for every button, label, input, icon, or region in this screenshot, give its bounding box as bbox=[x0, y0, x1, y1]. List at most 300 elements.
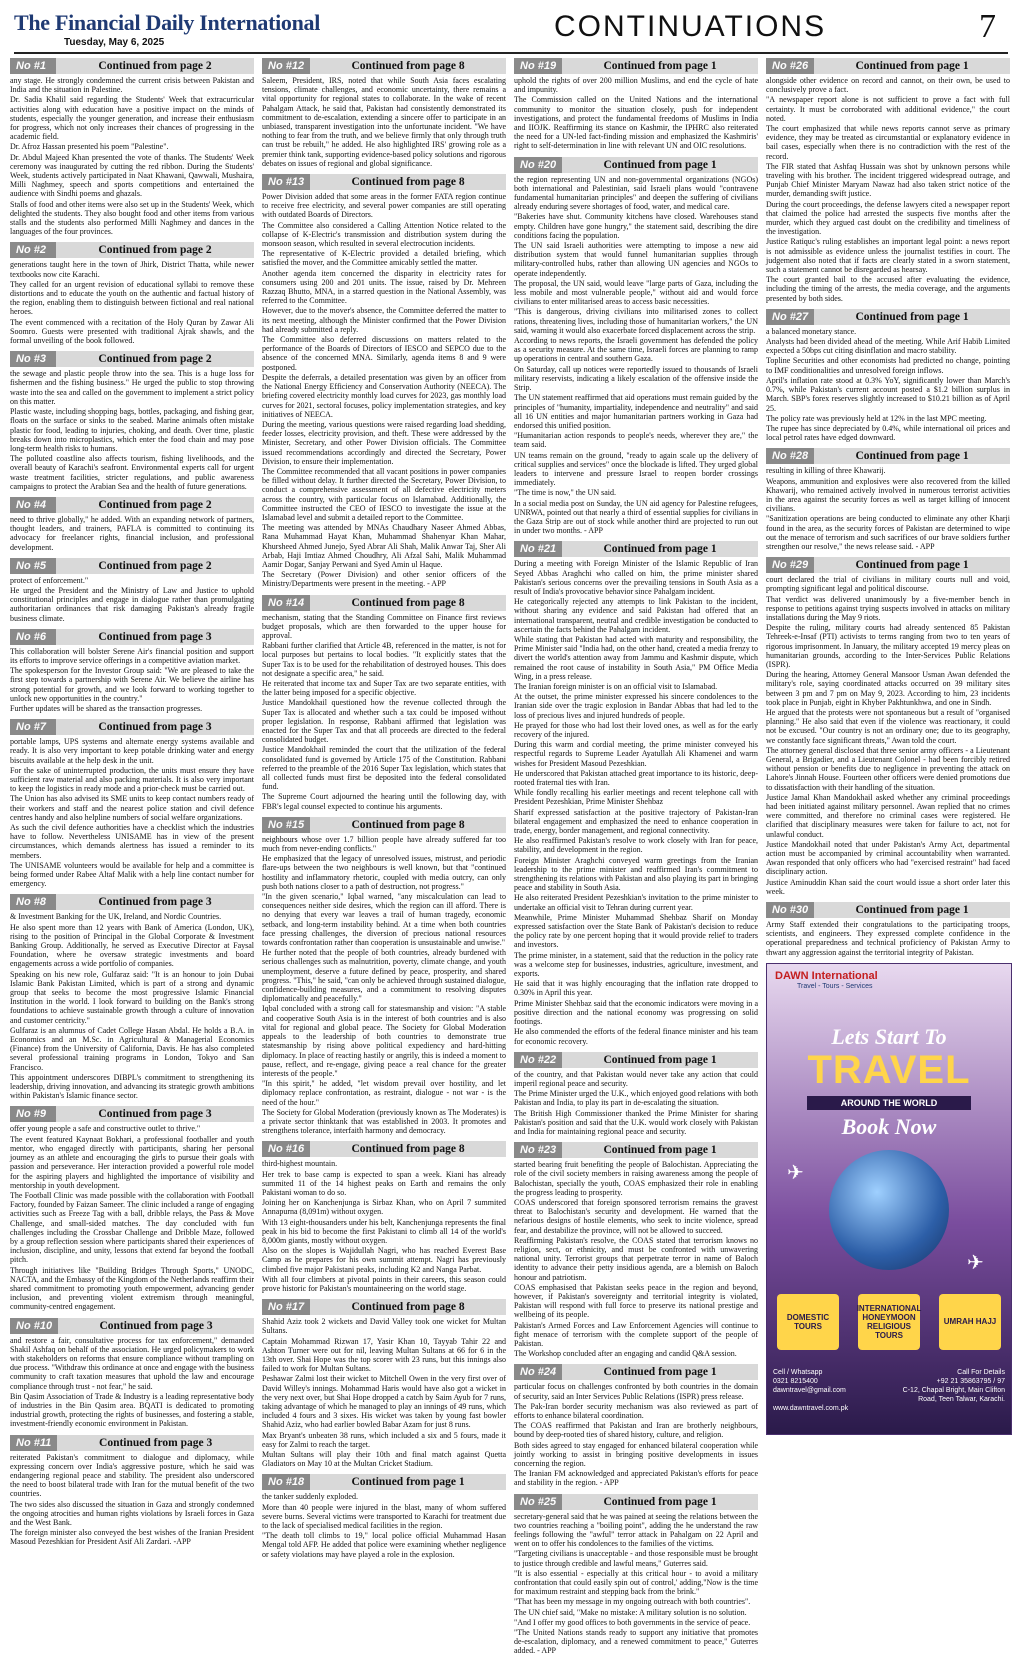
continued-from-label: Continued from page 8 bbox=[310, 1299, 506, 1315]
continuation-number: No #12 bbox=[262, 58, 310, 74]
continuation-number: No #24 bbox=[514, 1364, 562, 1380]
continuation-number: No #3 bbox=[10, 351, 56, 367]
story-paragraph: uphold the rights of over 200 million Muslims, and end the cycle of hate and impunity. bbox=[514, 76, 758, 95]
continuation-number: No #20 bbox=[514, 157, 562, 173]
story-paragraph: need to thrive globally," he added. With an expanding network of partners, thought leaders, and trainers, PAFLA is committed to continuing its advocacy for freelancer rights, financial inclusion, and professional development. bbox=[10, 514, 254, 552]
story-body bbox=[10, 737, 254, 888]
ad-book-now: Book Now bbox=[841, 1113, 937, 1139]
continuation-number: No #26 bbox=[766, 58, 814, 74]
continued-story bbox=[10, 1106, 254, 1311]
continuation-header bbox=[262, 58, 506, 74]
story-paragraph: The attorney general disclosed that three senior army officers - a Lieutenant General, a Brigadier, and a Lieutenant Colonel - had been forcibly retired without pension or benefits due to negligence in preventing the attack on Lahore's Jinnah House. Fourteen other officers were denied promotions due to dissatisfaction with their handling of the situation. bbox=[766, 745, 1010, 792]
issue-date: Tuesday, May 6, 2025 bbox=[64, 37, 165, 48]
continued-story bbox=[262, 58, 506, 168]
story-paragraph: Sharif expressed satisfaction at the positive trajectory of Pakistan-Iran bilateral engagement and emphasized the need to enhance cooperation in trade, energy, border management, and regional connectivity. bbox=[514, 807, 758, 836]
story-paragraph: More than 40 people were injured in the blast, many of whom suffered severe burns. Several victims were transported to Karachi for treatment due to the lack of specialised medical facilities in the region. bbox=[262, 1502, 506, 1531]
story-paragraph: Dr. Afroz Hassan presented his poem "Palestine". bbox=[10, 142, 169, 152]
ad-cell-label: Cell / Whatsapp bbox=[773, 1368, 823, 1376]
story-paragraph: Dr. Abdul Majeed Khan presented the vote of thanks. The Students' Week ceremony was inaugurated by cutting the red ribbon. During the Students' Week, students actively participated in Naat Khawani, Qawwali, Mushaira, Milli Naghmey, speech and sports competitions and entertained the audience with Sindhi poems and ghazals. bbox=[10, 152, 254, 199]
story-paragraph: started bearing fruit benefiting the people of Balochistan. Appreciating the role of the civil society members in raising awareness among the people of Balochistan, specially the youth, COAS emphasized their role in enabling the progress leading to prosperity. bbox=[514, 1160, 758, 1197]
continued-from-label: Continued from page 2 bbox=[56, 558, 254, 574]
story-body bbox=[262, 1492, 506, 1558]
story-paragraph: The Society for Global Moderation (previously known as The Moderates) is a private sector thinktank that was established in 2003. It promotes and strengthens tolerance, interfaith harmony and democracy. bbox=[262, 1107, 506, 1136]
story-paragraph: As such the civil defence authorities have a checklist which the industries have to follow. Nevertheless UNISAME has in view of the present circumstances, which demands alertness has issued a reminder to its members. bbox=[10, 823, 254, 860]
story-body bbox=[262, 76, 506, 168]
story-paragraph: reiterated Pakistan's commitment to dialogue and diplomacy, while expressing concern over India's aggressive posture, which he said was endangering regional peace and stability. The president also underscored the need to boost bilateral trade with Iran for the mutual benefit of the two countries. bbox=[10, 1452, 254, 1499]
story-paragraph: The Commission called on the United Nations and the international community to monitor the situation closely, push for independent investigations, and protect the fundamental freedoms of Muslims in India and IIOJK. Reaffirming its stance on Kashmir, the IPHRC also reiterated the need for a UN-led fact-finding mission and emphasized the Kashmiris' right to self-determination in line with relevant UN and OIC resolutions. bbox=[514, 95, 758, 151]
story-body bbox=[514, 1070, 758, 1136]
story-paragraph: Army Staff extended their congratulations to the participating troops, scientists, and engineers. They expressed complete confidence in the operational preparedness and technical proficiency of Pakistan Army to thwart any aggression against the territorial integrity of Pakistan. bbox=[766, 920, 1010, 957]
story-paragraph: mechanism, stating that the Standing Committee on Finance first reviews budget proposals, which are then forwarded to the upper house for approval. bbox=[262, 612, 506, 640]
story-body bbox=[10, 912, 254, 1100]
story-paragraph: UN teams remain on the ground, "ready to again scale up the delivery of critical supplies and services" once the blockade is lifted. They urged global leaders to intervene and pressure Israel to reopen border crossings immediately. bbox=[514, 450, 758, 488]
story-paragraph: The Committee recommended that all vacant positions in power companies be filled without delay. It further directed the Secretary, Power Division, to conduct a comprehensive assessment of all defective electricity meters across the country, with particular focus on Islamabad. Additionally, the Committee instructed the CEO of IESCO to investigate the issue at the Islamabad level and submit a detailed report to the Committee. bbox=[262, 466, 506, 522]
story-paragraph: The foreign minister also conveyed the best wishes of the Iranian President Masoud Pezeshkian for President Asif Ali Zardari. -APP bbox=[10, 1528, 254, 1547]
story-body bbox=[514, 559, 758, 1045]
story-paragraph: With all four climbers at pivotal points in their careers, this season could prove historic for Pakistan's mountaineering on the world stage. bbox=[262, 1274, 506, 1293]
continued-story bbox=[262, 1299, 506, 1468]
story-paragraph: Joining her on Kanchenjunga is Sirbaz Khan, who on April 7 summited Annapurna (8,091m) without oxygen. bbox=[262, 1198, 506, 1217]
story-paragraph: Foreign Minister Araghchi conveyed warm greetings from the Iranian leadership to the prime minister and reaffirmed Iran's commitment to strengthening its relations with Pakistan and also playing its part in bringing peace and stability in South Asia. bbox=[514, 855, 758, 893]
continued-story bbox=[262, 595, 506, 811]
continuation-header bbox=[10, 1106, 254, 1122]
continued-story bbox=[514, 1364, 758, 1487]
continued-from-label: Continued from page 1 bbox=[562, 541, 758, 557]
story-paragraph: The policy rate was previously held at 12% in the last MPC meeting. bbox=[766, 413, 987, 423]
story-body bbox=[10, 1124, 254, 1311]
continuation-number: No #18 bbox=[262, 1474, 310, 1490]
story-paragraph: Plastic waste, including shopping bags, bottles, packaging, and fishing gear, floats on the surface or sinks to the seabed. Marine animals often mistake plastic for food, leading to injuries, choking, and death. Over time, plastic breaks down into microplastics, which enter the food chain and may pose long-term health risks to humans. bbox=[10, 407, 254, 453]
story-paragraph: The Committee also deferred discussions on matters related to the performance of the Boards of Directors of IESCO and SEPCO due to the absence of the concerned MNA. Similarly, agenda items 8 and 9 were postponed. bbox=[262, 335, 506, 372]
continued-story bbox=[262, 174, 506, 589]
story-paragraph: Iqbal concluded with a strong call for statesmanship and vision: "A stable and cooperative South Asia is in the interest of both countries and is also vital for regional and global peace. The Society for Global Moderation appeals to the leadership of both countries to demonstrate true statesmanship by rising above political expediency and hard-hitting diplomacy. In place of reacting hastily or angrily, this is indeed a moment to pause, reflect, and re-engage, giving peace a real chance for the greater interests of the people." bbox=[262, 1004, 506, 1078]
continuation-header bbox=[766, 58, 1010, 74]
continuation-header bbox=[514, 541, 758, 557]
ad-headline: Lets Start To bbox=[831, 1023, 947, 1049]
continuation-number: No #14 bbox=[262, 595, 310, 611]
story-paragraph: "It is also essential - especially at this critical hour - to avoid a military confrontation that could easily spin out of control,' adding,"Now is the time for maximum restraint and stepping back from the brink." bbox=[514, 1568, 758, 1597]
story-paragraph: The polluted coastline also affects tourism, fishing livelihoods, and the overall beauty of Karachi's seafront. Environmental experts call for urgent waste treatment facilities, stricter regulations, and public awareness campaigns to protect the Arabian Sea and the health of future generations. bbox=[10, 454, 254, 491]
story-paragraph: He also reiterated President Pezeshkian's invitation to the prime minister to undertake an official visit to Tehran during current year. bbox=[514, 893, 758, 912]
story-paragraph: The Iranian FM acknowledged and appreciated Pakistan's efforts for peace and stability in the region. - APP bbox=[514, 1469, 758, 1488]
story-body bbox=[262, 1159, 506, 1293]
continuation-number: No #21 bbox=[514, 541, 562, 557]
story-paragraph: Rabbani further clarified that Article 4B, referenced in the matter, is not for local purposes but pertains to local bodies. "It explicitly states that the Super Tax is to be used for the rehabilitation of destroyed houses. This does not designate a specific area," he said. bbox=[262, 641, 506, 678]
continued-story bbox=[514, 58, 758, 151]
continued-from-label: Continued from page 3 bbox=[57, 1435, 254, 1451]
story-paragraph: "The United Nations stands ready to support any initiative that promotes de-escalation, diplomacy, and a renewed commitment to peace," Guterres added. - APP bbox=[514, 1628, 758, 1656]
continuation-number: No #25 bbox=[514, 1494, 562, 1510]
story-paragraph: However, due to the mover's absence, the Committee deferred the matter to its next meeting, although the Minister confirmed that the Power Division had already submitted a reply. bbox=[262, 306, 506, 334]
continuation-number: No #1 bbox=[10, 58, 56, 74]
column-3 bbox=[514, 58, 758, 1656]
story-paragraph: The British High Commissioner thanked the Prime Minister for sharing Pakistan's position and said that the U.K. would work closely with Pakistan and India for maintaining regional peace and security. bbox=[514, 1108, 758, 1136]
continuation-number: No #30 bbox=[766, 902, 814, 918]
story-paragraph: offer young people a safe and constructive outlet to thrive." bbox=[10, 1124, 201, 1134]
story-paragraph: He emphasized that the legacy of unresolved issues, mistrust, and periodic flare-ups between the two neighbours is well known, but that "continued hostility and inflammatory rhetoric, coupled with media outcry, can only push both nations closer to a path of destruction, not progress." bbox=[262, 854, 506, 891]
story-paragraph: "Targeting civilians is unacceptable - and those responsible must be brought to justice through credible and lawful means," Guterres said. bbox=[514, 1549, 758, 1568]
story-paragraph: For the sake of uninterrupted production, the units must ensure they have sufficient raw material and also packing materials. It is also very important to keep the logistics in ready mode and a prior-check must be carried out. bbox=[10, 765, 254, 794]
story-body bbox=[766, 920, 1010, 957]
continued-from-label: Continued from page 1 bbox=[814, 902, 1010, 918]
story-paragraph: He argued that the protests were not spontaneous but a result of "organised planning." He also said that even if the violence was reactionary, it could not be excused. "Our country is not an ordinary one; due to its geography, we constantly face significant threats," Awan told the court. bbox=[766, 707, 1010, 745]
story-paragraph: COAS underscored that foreign sponsored terrorism remains the gravest threat to Balochistan's security and development. He warned that the nefarious designs of hostile elements, who seek to incite violence, spread fear, and destabilize the province, will not be allowed to succeed. bbox=[514, 1197, 758, 1235]
story-paragraph: Stalls of food and other items were also set up in the Students' Week, which delighted the students. They also bought food and other items from various stalls and the students also performed Milli Naghmey and dances in the languages of the four provinces. bbox=[10, 199, 254, 237]
continued-from-label: Continued from page 3 bbox=[56, 719, 254, 735]
story-body bbox=[10, 647, 254, 713]
airplane-icon: ✈ bbox=[967, 1251, 984, 1274]
story-paragraph: The UN statement reaffirmed that aid operations must remain guided by the principles of "humanity, impartiality, independence and neutrality" and said all 16 UN entities and major humanitarian partners working in Gaza had endorsed this unified position. bbox=[514, 393, 758, 430]
story-paragraph: Justice Mandokhail noted that under Pakistan's Army Act, departmental action must be accompanied by criminal accountability when warranted. Awan responded that only officers who had "exercised restraint" had faced disciplinary action. bbox=[766, 839, 1010, 877]
story-paragraph: During this warm and cordial meeting, the prime minister conveyed his respectful regards to Supreme Leader Ayatullah Ali Khamenei and warm wishes for President Masoud Pezeshkian. bbox=[514, 740, 758, 768]
story-paragraph: any stage. He strongly condemned the current crisis between Pakistan and India and the situation in Palestine. bbox=[10, 76, 254, 95]
ad-around-world: AROUND THE WORLD bbox=[807, 1096, 971, 1110]
continued-story bbox=[10, 894, 254, 1100]
story-paragraph: He also commended the efforts of the federal finance minister and his team for economic recovery. bbox=[514, 1027, 758, 1046]
story-body bbox=[10, 1453, 254, 1547]
story-paragraph: He urged the President and the Ministry of Law and Justice to uphold constitutional principles and engage in dialogue rather than promulgating authoritarian ordinances that risk damaging Pakistan's already fragile business climate. bbox=[10, 585, 254, 623]
story-paragraph: The Prime Minister urged the U.K., which enjoyed good relations with both Pakistan and India, to play its part in de-escalating the situation. bbox=[514, 1089, 758, 1108]
story-columns bbox=[10, 58, 1012, 1656]
story-paragraph: April's inflation rate stood at 0.3% YoY, significantly lower than March's 0.7%, while Pakistan's current account posted a $1.2 billion surplus in March. SBP's forex reserves slightly increased to $10.21 billion as of April 25. bbox=[766, 375, 1010, 413]
story-paragraph: Captain Mohammad Rizwan 17, Yasir Khan 10, Tayyab Tahir 22 and Ashton Turner were out for nil, leaving Multan Sultans at 66 for 6 in the 13th over. Shai Hope was the top scorer with 23 runs, but this innings also failed to work for Multan Sultans. bbox=[262, 1336, 506, 1374]
continuation-header bbox=[262, 817, 506, 833]
story-paragraph: Reaffirming Pakistan's resolve, the COAS stated that terrorism knows no religion, sect, or ethnicity, and must be confronted with unwavering national unity. Terrorist groups that perpetrate terror in name of Baloch identity to advance their petty insidious agenda, are a blemish on Baloch honour and patriotism. bbox=[514, 1235, 758, 1282]
column-4 bbox=[766, 58, 1010, 1646]
story-paragraph: portable lamps, UPS systems and alternate energy systems available and ready. It is also very important to keep potable drinking water and energy biscuits available at the help desk in the unit. bbox=[10, 737, 254, 765]
story-paragraph: The UNISAME volunteers would be available for help and a committee is being formed under Rabee Altaf Malik with a help line contact number for emergency. bbox=[10, 860, 254, 889]
story-paragraph: Also on the slopes is Wajidullah Nagri, who has reached Everest Base Camp as he prepares for his own summit attempt. Nagri has previously climbed five major Pakistani peaks, including K2 and Nanga Parbat. bbox=[262, 1246, 506, 1274]
continuation-header bbox=[766, 902, 1010, 918]
story-paragraph: Justice Ratiquc's ruling establishes an important legal point: a news report is not admissible as evidence unless the journalist testifies in court. The judgement also noted that if facts are clearly stated in a sworn statement, such a statement cannot be disregarded as hearsay. bbox=[766, 237, 1010, 275]
story-paragraph: During a meeting with Foreign Minister of the Islamic Republic of Iran Seyed Abbas Araghchi who called on him, the prime minister shared Pakistan's serious concerns over the prevailing tensions in South Asia as a result of India's provocative behavior since Pahalgam incident. bbox=[514, 559, 758, 596]
story-paragraph: During the hearing, Attorney General Mansoor Usman Awan defended the military's role, saying coordinated attacks occurred on 39 military sites between 3 pm and 7 pm on May 9, 2023. According to him, 23 incidents took place in Punjab, eight in Khyber Pakhtunkhwa, and one in Sindh. bbox=[766, 670, 1010, 707]
story-paragraph: The representative of K-Electric provided a detailed briefing, which satisfied the mover, and the Committee amicably settled the matter. bbox=[262, 249, 506, 268]
story-paragraph: secretary-general said that he was pained at seeing the relations between the two countries reaching a "boiling point", adding the he understand the raw feelings following the "awful" terror attack in Pahalgam on 22 April and went on to offer his condolences to the families of the victims. bbox=[514, 1511, 758, 1549]
story-paragraph: With 13 eight-thousanders under his belt, Kanchenjunga represents the final peak in his bid to become the first Pakistani to climb all 14 of the world's 8,000m giants, mostly without oxygen. bbox=[262, 1217, 506, 1245]
story-paragraph: COAS emphasised that Pakistan seeks peace in the region and beyond, however, if Pakistan's sovereignty and territorial integrity is violated, Pakistan will respond with full force to preserve its national prestige and wellbeing of its people. bbox=[514, 1282, 758, 1320]
story-paragraph: Weapons, ammunition and explosives were also recovered from the killed Khawarij, who remained actively involved in numerous terrorist activities in the area against the security forces as well as target killing of innocent civilians. bbox=[766, 476, 1010, 514]
continued-story bbox=[10, 351, 254, 491]
continued-from-label: Continued from page 1 bbox=[562, 1364, 758, 1380]
story-body bbox=[10, 76, 254, 236]
story-paragraph: That verdict was delivered unanimously by a five-member bench in response to petitions against trying suspects involved in attacks on military installations during the May 9 riots. bbox=[766, 594, 1010, 622]
story-paragraph: "And I offer my good offices to both governments in the service of peace. bbox=[514, 1617, 751, 1627]
continued-from-label: Continued from page 3 bbox=[56, 629, 254, 645]
continued-story bbox=[514, 157, 758, 536]
story-paragraph: The spokesperson for the Investor Group said: "We are pleased to take the first step towards a partnership with Serene Air. We believe the airline has strong potential for growth, and we look forward to working together to unlock new opportunities in the country." bbox=[10, 666, 254, 703]
story-body bbox=[262, 192, 506, 589]
continuation-number: No #2 bbox=[10, 242, 56, 258]
ad-address: C-12, Chapal Bright, Main Clifton Road, Teen Talwar, Karachi. bbox=[902, 1386, 1005, 1403]
story-paragraph: The meeting was attended by MNAs Chaudhary Naseer Ahmed Abbas, Rana Muhammad Hayat Khan, Muhammad Shahenyar Khan Mahar, Khursheed Ahmed Junejo, Syed Abrar Ali Shah, Malik Anwar Taj, Sher Ali Arbab, Haji Imtiaz Ahmed Choudhry, Ali Afzal Sahi, Malik Muhammad Aamir Dogar, Sanjay Perwani and Syed Amin ul Haque. bbox=[262, 523, 506, 569]
story-paragraph: He reiterated that income tax and Super Tax are two separate entities, with the latter being imposed for a specific objective. bbox=[262, 678, 506, 698]
paper-name: The Financial Daily International bbox=[14, 10, 321, 35]
story-paragraph: The rupee has since depreciated by 0.4%, while international oil prices and local petrol rates have edged downward. bbox=[766, 423, 1010, 443]
story-paragraph: "The death toll climbs to 19," local police official Muhammad Hasan Mengal told AFP. He added that police were examining whether negligence or safety violations may have played a role in the explosion. bbox=[262, 1531, 506, 1559]
story-paragraph: "In this spirit," he added, "let wisdom prevail over hostility, and let diplomacy replace confrontation, as restraint, dialogue - not war - is the need of the hour." bbox=[262, 1079, 506, 1107]
story-paragraph: Her trek to base camp is expected to span a week. Kiani has already summited 11 of the 14 highest peaks on Earth and remains the only Pakistani woman to do so. bbox=[262, 1169, 506, 1197]
continuation-header bbox=[10, 351, 254, 367]
story-paragraph: While fondly recalling his earlier meetings and recent telephone call with President Pezeshkian, Prime Minister Shehbaz bbox=[514, 788, 758, 807]
continuation-header bbox=[262, 1141, 506, 1157]
ad-contact bbox=[773, 1368, 1005, 1413]
continuation-number: No #15 bbox=[262, 817, 310, 833]
story-paragraph: The Union has also advised its SME units to keep contact numbers ready of their workers and staff and the nearest police station and civil defence centres handy and also helpline numbers of social welfare organizations. bbox=[10, 794, 254, 822]
continued-story bbox=[10, 1435, 254, 1547]
story-paragraph: Despite the ruling, military courts had already sentenced 85 Pakistan Tehreek-e-Insaf (PTI) activists to terms ranging from two to ten years of rigorous imprisonment. In January, the military accepted 19 mercy pleas on humanitarian grounds, according to the Inter-Services Public Relations (ISPR). bbox=[766, 623, 1010, 669]
continuation-header bbox=[10, 58, 254, 74]
continued-from-label: Continued from page 1 bbox=[814, 58, 1010, 74]
continuation-number: No #16 bbox=[262, 1141, 310, 1157]
story-paragraph: According to news reports, the Israeli government has defended the policy as a security measure. At the same time, Israeli forces are planning to ramp up operations in central and southern Gaza. bbox=[514, 336, 758, 364]
continuation-number: No #7 bbox=[10, 719, 56, 735]
story-paragraph: Justice Mandokhail reminded the court that the utilization of the federal consolidated fund is governed by Article 175 of the Constitution. Rabbani referred to the preamble of the 2016 Super Tax legislation, which states that all collected funds must first be deposited into the federal consolidated fund. bbox=[262, 745, 506, 792]
story-paragraph: particular focus on challenges confronted by both countries in the domain of security, said an Inter Services Public Relations (ISPR) press release. bbox=[514, 1382, 758, 1401]
ad-office-label: Call For Details bbox=[957, 1368, 1005, 1376]
story-body bbox=[10, 1336, 254, 1429]
continuation-header bbox=[514, 157, 758, 173]
ad-travel-word: TRAVEL bbox=[807, 1047, 971, 1092]
story-paragraph: "Bakeries have shut. Community kitchens have closed. Warehouses stand empty. Children have gone hungry," the statement said, describing the dire conditions facing the population. bbox=[514, 212, 758, 240]
continued-from-label: Continued from page 3 bbox=[56, 894, 254, 910]
continuation-number: No #10 bbox=[10, 1318, 58, 1334]
continuation-number: No #8 bbox=[10, 894, 56, 910]
continued-from-label: Continued from page 1 bbox=[814, 448, 1010, 464]
story-paragraph: "That has been my message in my ongoing outreach with both countries". bbox=[514, 1597, 751, 1607]
story-paragraph: This appointment underscores DIBPL's commitment to strengthening its leadership, driving innovation, and advancing its strategic growth ambitions within Pakistan's Islamic finance sector. bbox=[10, 1072, 254, 1101]
story-paragraph: In a social media post on Sunday, the UN aid agency for Palestine refugees, UNRWA, pointed out that nearly a third of essential supplies for civilians in the Gaza Strip are out of stock while another third are projected to run out in under two months. - APP bbox=[514, 498, 758, 536]
ad-domestic-tours: DOMESTIC TOURS bbox=[777, 1294, 839, 1350]
story-body bbox=[262, 835, 506, 1136]
story-paragraph: and restore a fair, consultative process for tax enforcement," demanded Shakil Ashfaq on behalf of the association. He urged policymakers to work with stakeholders on reforms that ensure compliance without trampling on due process. "Withdraw this ordinance at once and engage with the business community to craft taxation measures that uphold the law and encourage compliance through trust - not fear," he said. bbox=[10, 1335, 254, 1391]
ad-umrah-hajj: UMRAH HAJJ bbox=[939, 1294, 1001, 1350]
story-paragraph: Saleem, President, IRS, noted that while South Asia faces escalating tensions, climate challenges, and economic uncertainty, there remains a vital opportunity for regional states to collaborate. In the wake of recent Pahalgam Attack, he said that, Pakistan had consistently demonstrated its commitment to de-escalation, extending a sincere offer to participate in an unbiased, transparent investigation into the unfortunate incident. "We have nothing to fear from the truth, and we believe firmly that only through truth can trust be rebuilt," he added. He also highlighted IRS' growing role as a premier think tank, supporting evidence-based policy solutions and rigorous debates on issues of regional and global significance. bbox=[262, 76, 506, 168]
continued-story bbox=[10, 629, 254, 713]
story-paragraph: He further noted that the people of both countries, already burdened with serious challenges such as malnutrition, poverty, climate change, and youth unemployment, deserve a future defined by peace, prosperity, and shared progress. "This," he said, "can only be achieved through sustained dialogue, confidence-building measures, and a commitment to resolving disputes diplomatically and peacefully." bbox=[262, 948, 506, 1004]
story-paragraph: Both sides agreed to stay engaged for enhanced bilateral cooperation while jointly working to assist in bringing positive developments in issues concerning the region. bbox=[514, 1440, 758, 1469]
continued-from-label: Continued from page 2 bbox=[56, 58, 254, 74]
page-number: 7 bbox=[979, 8, 996, 45]
story-paragraph: At the outset, the prime minister expressed his sincere condolences to the Iranian side over the tragic explosion in Bandar Abbas that had led to the loss of precious lives and injured hundreds of people. bbox=[514, 692, 758, 720]
continuation-header bbox=[514, 1494, 758, 1510]
story-paragraph: The court granted bail to the accused after evaluating the evidence, including the timing of the arrests, the media coverage, and the arguments presented by both sides. bbox=[766, 275, 1010, 303]
continuation-header bbox=[10, 894, 254, 910]
story-paragraph: generations taught here in the town of Jhirk, District Thatta, while newer textbooks now cite Karachi. bbox=[10, 260, 254, 279]
continued-from-label: Continued from page 1 bbox=[310, 1474, 506, 1490]
story-body bbox=[514, 175, 758, 536]
story-paragraph: The event commenced with a recitation of the Holy Quran by Zawar Ali Soomro. Guests were presented with traditional Ajrak shawls, and the formal unveiling of the book followed. bbox=[10, 317, 254, 346]
continuation-header bbox=[10, 629, 254, 645]
continuation-header bbox=[10, 497, 254, 513]
story-paragraph: Through initiatives like "Building Bridges Through Sports," UNODC, NACTA, and the Embassy of the Kingdom of the Netherlands reaffirm their shared commitment to promoting youth empowerment, advancing gender inclusion, and preventing violent extremism through meaningful, community-centred engagement. bbox=[10, 1265, 254, 1312]
continuation-header bbox=[262, 595, 506, 611]
story-body bbox=[10, 260, 254, 345]
story-paragraph: Prime Minister Shehbaz said that the economic indicators were moving in a positive direction and the national economy was progressing on solid footings. bbox=[514, 998, 758, 1027]
story-paragraph: During the court proceedings, the defense lawyers cited a newspaper report that claimed the police had arrested the suspects five months after the murder, which they argued cast doubt on the credibility and timeliness of the investigation. bbox=[766, 199, 1010, 237]
continuation-number: No #4 bbox=[10, 497, 56, 513]
story-paragraph: During the meeting, various questions were raised regarding load shedding, feeder losses, electricity provision, and theft. These were addressed by the Minister, Secretary, and other Power Division officials. The Committee issued recommendations accordingly and directed the Secretary, Power Division, to ensure their implementation. bbox=[262, 419, 506, 466]
story-paragraph: The proposal, the UN said, would leave "large parts of Gaza, including the less mobile and most vulnerable people," without aid and would force civilians to enter militarised areas to access basic necessities. bbox=[514, 278, 758, 307]
continued-from-label: Continued from page 8 bbox=[310, 817, 506, 833]
ad-office-number: +92 21 35863795 / 97 bbox=[936, 1377, 1005, 1385]
ad-website: www.dawntravel.com.pk bbox=[773, 1404, 849, 1412]
story-body bbox=[514, 1160, 758, 1358]
story-paragraph: the region representing UN and non-governmental organizations (NGOs) both international and Palestinian, said Israeli plans would "contravene fundamental humanitarian principles" and deepen the suffering of civilians already enduring severe shortages of food, water, and medical care. bbox=[514, 174, 758, 212]
continued-story bbox=[514, 1052, 758, 1136]
story-body bbox=[514, 76, 758, 151]
continuation-number: No #28 bbox=[766, 448, 814, 464]
continuation-header bbox=[10, 1435, 254, 1451]
story-paragraph: neighbours whose over 1.7 billion people have already suffered far too much from never-ending conflicts." bbox=[262, 834, 506, 854]
continued-story bbox=[10, 242, 254, 345]
story-paragraph: Justice Aminuddin Khan said the court would issue a short order later this week. bbox=[766, 877, 1010, 896]
continued-story bbox=[10, 1318, 254, 1429]
continued-story bbox=[262, 817, 506, 1136]
story-body bbox=[262, 1317, 506, 1468]
continuation-header bbox=[766, 309, 1010, 325]
continuation-header bbox=[514, 58, 758, 74]
continuation-header bbox=[10, 1318, 254, 1334]
story-body bbox=[262, 613, 506, 811]
continuation-number: No #6 bbox=[10, 629, 56, 645]
story-paragraph: Another agenda item concerned the disparity in electricity rates for consumers using 200 and 201 units. The issue, raised by Dr. Mehreen Razzaq Bhutto, MNA, in a starred question in the National Assembly, was referred to the Committee. bbox=[262, 268, 506, 306]
story-body bbox=[10, 369, 254, 491]
continuation-header bbox=[10, 558, 254, 574]
story-paragraph: the tanker suddenly exploded. bbox=[262, 1492, 358, 1502]
continuation-header bbox=[766, 448, 1010, 464]
continued-from-label: Continued from page 1 bbox=[814, 309, 1010, 325]
continued-from-label: Continued from page 2 bbox=[56, 497, 254, 513]
continued-story bbox=[766, 557, 1010, 896]
travel-advertisement[interactable] bbox=[766, 963, 1012, 1435]
section-title: CONTINUATIONS bbox=[554, 10, 827, 43]
continued-story bbox=[514, 1142, 758, 1358]
story-body bbox=[514, 1382, 758, 1487]
airplane-icon: ✈ bbox=[787, 1161, 804, 1184]
continued-story bbox=[262, 1141, 506, 1293]
continuation-header bbox=[514, 1142, 758, 1158]
continued-from-label: Continued from page 8 bbox=[310, 595, 506, 611]
story-paragraph: court declared the trial of civilians in military courts null and void, prompting significant legal and political discourse. bbox=[766, 575, 1010, 594]
story-paragraph: Peshawar Zalmi lost their wicket to Mitchell Owen in the very first over of David Willey's innings. Mohammad Haris would have also got a wicket in the very next over, but Shai Hope dropped a catch by Saim Ayub for 7 runs, taking advantage of which he managed to play an innings of 49 runs, which included 4 fours and 3 sixes. His wicket was taken by young fast bowler Shahid Aziz, who had earlier bowled Babar Azam for just 8 runs. bbox=[262, 1374, 506, 1430]
story-paragraph: the sewage and plastic people throw into the sea. This is a huge loss for fishermen and the fishing business." He urged the public to stop throwing waste into the sea and called on the government to implement a strict policy on this matter. bbox=[10, 369, 254, 406]
story-paragraph: The Workshop concluded after an engaging and candid Q&A session. bbox=[514, 1349, 737, 1359]
continued-from-label: Continued from page 2 bbox=[56, 242, 254, 258]
story-paragraph: Justice Mandokhail questioned how the revenue collected through the Super Tax is allocated and whether such a tax could be imposed without proper legislation. In response, Rabbani affirmed that legislation was enacted for the Super Tax and that all proceeds are directed to the federal consolidated budget. bbox=[262, 698, 506, 745]
story-paragraph: He said that it was highly encouraging that the inflation rate dropped to 0.30% in April this year. bbox=[514, 979, 758, 998]
continuation-header bbox=[262, 1474, 506, 1490]
continuation-number: No #19 bbox=[514, 58, 562, 74]
column-2 bbox=[262, 58, 506, 1646]
story-paragraph: On Saturday, call up notices were reportedly issued to thousands of Israeli military reservists, indicating a likely escalation of the offensive inside the Strip. bbox=[514, 364, 758, 393]
story-paragraph: protect of enforcement." bbox=[10, 575, 89, 585]
continued-from-label: Continued from page 3 bbox=[56, 1106, 254, 1122]
masthead bbox=[14, 8, 1008, 54]
story-paragraph: Shahid Aziz took 2 wickets and David Valley took one wicket for Multan Sultans. bbox=[262, 1317, 506, 1336]
continued-from-label: Continued from page 8 bbox=[310, 174, 506, 190]
story-paragraph: "A newspaper report alone is not sufficient to prove a fact with full certainty. It must be corroborated with additional evidence," the court noted. bbox=[766, 95, 1010, 123]
continued-story bbox=[514, 1494, 758, 1656]
story-paragraph: The Committee also considered a Calling Attention Notice related to the collapse of K-Electric's transmission and distribution system during the monsoon season, which resulted in several electrocution incidents. bbox=[262, 220, 506, 249]
story-paragraph: Justice Jamal Khan Mandokhail asked whether any criminal proceedings had been initiated against military personnel. Awan replied that no crimes were committed, and therefore no criminal cases were registered. He clarified that disciplinary measures were taken for failure to act, not for unlawful conduct. bbox=[766, 792, 1010, 839]
story-paragraph: Gulfaraz is an alumnus of Cadet College Hasan Abdal. He holds a B.A. in Economics and an M.Sc. in Agricultural & Managerial Economics (Finance) from the University of California, Davis. He has also completed several professional training programs in London, Tokyo and San Francisco. bbox=[10, 1025, 254, 1072]
continuation-number: No #17 bbox=[262, 1299, 310, 1315]
continued-from-label: Continued from page 1 bbox=[562, 1142, 758, 1158]
story-paragraph: Analysts had been divided ahead of the meeting. While Arif Habib Limited expected a 50bps cut citing disinflation and macro stability. bbox=[766, 337, 1010, 356]
continuation-number: No #5 bbox=[10, 558, 56, 574]
continued-story bbox=[766, 448, 1010, 551]
story-paragraph: He prayed for those who had lost their loved ones, as well as for the early recovery of the injured. bbox=[514, 720, 758, 739]
continued-story bbox=[262, 1474, 506, 1558]
story-paragraph: The COAS reaffirmed that Pakistan and Iran are brotherly neighbours, bound by deep-rooted ties of shared history, culture, and religion. bbox=[514, 1421, 758, 1440]
ad-international-tours: INTERNATIONAL HONEYMOON RELIGIOUS TOURS bbox=[858, 1294, 920, 1350]
story-paragraph: This collaboration will bolster Serene Air's financial position and support its efforts to improve service offerings in a competitive aviation market. bbox=[10, 646, 254, 665]
continuation-number: No #22 bbox=[514, 1052, 562, 1068]
story-paragraph: The Pak-Iran border security mechanism was also reviewed as part of efforts to enhance bilateral coordination. bbox=[514, 1401, 758, 1420]
continuation-header bbox=[514, 1052, 758, 1068]
story-paragraph: a balanced monetary stance. bbox=[766, 326, 857, 336]
story-paragraph: He categorically rejected any attempts to link Pakistan to the incident, without sharing any evidence and said Pakistan had offered that an international transparent, neutral and credible investigation be conducted to ascertain the facts behind the Pahalgam incident. bbox=[514, 597, 758, 634]
story-paragraph: Further updates will be shared as the transaction progresses. bbox=[10, 703, 203, 713]
story-paragraph: They called for an urgent revision of educational syllabi to remove these distortions and to educate the youth on the authentic and factual history of the region, enabling them to distinguish between fictional and real national heroes. bbox=[10, 279, 254, 317]
story-paragraph: Dr. Sadia Khalil said regarding the Students' Week that extracurricular activities along with education have a positive impact on the minds of students, especially the younger generation, and increase their enthusiasm for progress, which not only increases their chances of progressing in the academic field. bbox=[10, 95, 254, 142]
story-paragraph: While stating that Pakistan had acted with maturity and responsibility, the Prime Minister said "India had, on the other hand, created a media frenzy to divert the world's attention away from Jammu and Kashmir dispute, which remained the root cause of instability in South Asia," PM Office Media Wing, in a press release. bbox=[514, 634, 758, 681]
story-paragraph: The UN said Israeli authorities were attempting to impose a new aid distribution system that would funnel humanitarian supplies through military-controlled hubs, rather than allowing UN agencies and NGOs to operate independently. bbox=[514, 241, 758, 278]
continuation-header bbox=[514, 1364, 758, 1380]
continued-from-label: Continued from page 3 bbox=[58, 1318, 254, 1334]
story-paragraph: The UN chief said, "Make no mistake: A military solution is no solution. bbox=[514, 1607, 747, 1617]
continuation-number: No #27 bbox=[766, 309, 814, 325]
continuation-number: No #23 bbox=[514, 1142, 562, 1158]
story-body bbox=[10, 576, 254, 623]
story-paragraph: Pakistan's Armed Forces and Law Enforcement Agencies will continue to fight menace of terrorism with the complete support of the people of Pakistan. bbox=[514, 1320, 758, 1348]
continuation-number: No #29 bbox=[766, 557, 814, 573]
story-paragraph: The Football Clinic was made possible with the collaboration with Football Factory, founded by Faizan Sameer. The clinic included a range of engaging activities such as Freeze Tag with a ball, dribble relays, the Pass & Move Challenge, and small-sided matches. The day concluded with fun challenges including the Crossbar Challenge and Dribble Maze, followed by a group reflection session where participants shared their experiences of inclusion, discipline, and unity, lessons that extend far beyond the football pitch. bbox=[10, 1190, 254, 1265]
continued-story bbox=[766, 58, 1010, 303]
story-paragraph: Power Division added that some areas in the former FATA region continue to receive free electricity, and several power companies are still operating with outdated Boards of Directors. bbox=[262, 192, 506, 220]
story-paragraph: third-highest mountain. bbox=[262, 1159, 338, 1169]
story-paragraph: The event featured Kaynaat Bokhari, a professional footballer and youth mentor, who engaged directly with participants, sharing her personal journey as an athlete and encouraging the girls to pursue their goals with passion and perseverance. Her interaction provided a powerful role model for the aspiring players and highlighted the importance of visibility and mentorship in youth development. bbox=[10, 1134, 254, 1190]
story-paragraph: "Sanitization operations are being conducted to eliminate any other Kharji found in the area, as the security forces of Pakistan are determined to wipe out the menace of terrorism and such sacrifices of our brave soldiers further strengthen our resolve," the news release said. - APP bbox=[766, 514, 1010, 551]
continued-from-label: Continued from page 2 bbox=[56, 351, 254, 367]
story-paragraph: of the country, and that Pakistan would never take any action that could imperil regional peace and security. bbox=[514, 1069, 758, 1088]
continuation-header bbox=[262, 1299, 506, 1315]
story-body bbox=[514, 1512, 758, 1656]
story-body bbox=[766, 327, 1010, 442]
continued-story bbox=[10, 558, 254, 623]
story-paragraph: "Humanitarian action responds to people's needs, wherever they are," the team said. bbox=[514, 431, 758, 450]
continuation-header bbox=[10, 719, 254, 735]
globe-icon bbox=[829, 1150, 949, 1270]
continuation-header bbox=[766, 557, 1010, 573]
ad-brand: DAWN International bbox=[775, 969, 878, 982]
story-body bbox=[766, 575, 1010, 896]
story-body bbox=[10, 515, 254, 552]
continuation-number: No #11 bbox=[10, 1435, 57, 1451]
continued-story bbox=[10, 58, 254, 236]
column-1 bbox=[10, 58, 254, 1646]
continued-story bbox=[766, 309, 1010, 442]
story-paragraph: The prime minister, in a statement, said that the reduction in the policy rate was a welcome step for businesses, industries, agriculture, investment, and exports. bbox=[514, 950, 758, 979]
continuation-header bbox=[262, 174, 506, 190]
continued-from-label: Continued from page 1 bbox=[562, 157, 758, 173]
story-paragraph: "The time is now," the UN said. bbox=[514, 488, 616, 498]
continued-story bbox=[514, 541, 758, 1045]
story-paragraph: The court emphasized that while news reports cannot serve as primary evidence, they may be treated as circumstantial or explanatory evidence in bail cases, especially when there is no contradiction with the rest of the record. bbox=[766, 124, 1010, 161]
continued-from-label: Continued from page 1 bbox=[814, 557, 1010, 573]
story-paragraph: The two sides also discussed the situation in Gaza and strongly condemned the ongoing atrocities and human rights violations by Israeli forces in Gaza and the West Bank. bbox=[10, 1499, 254, 1527]
